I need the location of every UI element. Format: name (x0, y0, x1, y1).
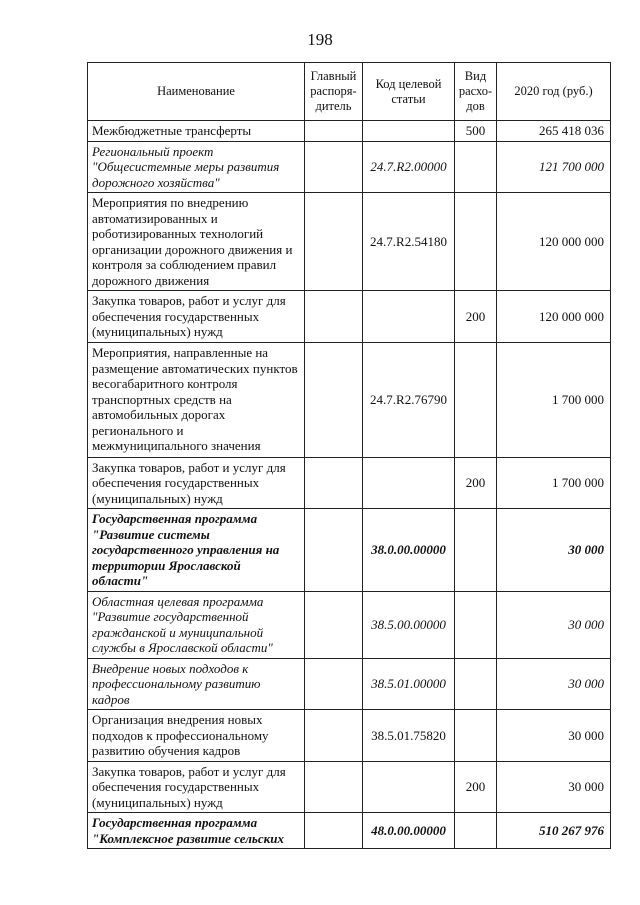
table-row (88, 710, 611, 762)
cell-type: 200 (455, 761, 497, 813)
cell-amount: 30 000 (497, 658, 611, 710)
cell-amount: 1 700 000 (497, 457, 611, 509)
cell-admin (305, 509, 363, 592)
cell-amount: 120 000 000 (497, 291, 611, 343)
cell-code (363, 291, 455, 343)
header-type: Вид расхо-дов (455, 63, 497, 121)
header-amount: 2020 год (руб.) (497, 63, 611, 121)
table-row (88, 457, 611, 509)
cell-type (455, 813, 497, 849)
cell-type (455, 141, 497, 193)
table-header-row (88, 63, 611, 121)
cell-type (455, 342, 497, 457)
cell-code: 38.5.00.00000 (363, 591, 455, 658)
cell-code: 48.0.00.00000 (363, 813, 455, 849)
cell-name: Региональный проект "Общесистемные меры развития дорожного хозяйства" (88, 141, 305, 193)
cell-name: Мероприятия по внедрению автоматизированных и роботизированных технологий организации дорожного движения и контроля за соблюдением правил дорожного движения (88, 193, 305, 291)
cell-amount: 30 000 (497, 591, 611, 658)
table-row (88, 591, 611, 658)
table-row (88, 121, 611, 142)
cell-admin (305, 710, 363, 762)
cell-type: 500 (455, 121, 497, 142)
cell-name: Закупка товаров, работ и услуг для обеспечения государственных (муниципальных) нужд (88, 761, 305, 813)
cell-type: 200 (455, 457, 497, 509)
cell-amount: 510 267 976 (497, 813, 611, 849)
cell-amount: 30 000 (497, 509, 611, 592)
table-row (88, 761, 611, 813)
cell-admin (305, 342, 363, 457)
cell-amount: 30 000 (497, 710, 611, 762)
cell-name: Организация внедрения новых подходов к профессиональному развитию обучения кадров (88, 710, 305, 762)
cell-type (455, 591, 497, 658)
cell-name: Закупка товаров, работ и услуг для обеспечения государственных (муниципальных) нужд (88, 291, 305, 343)
table-row (88, 291, 611, 343)
table-row (88, 141, 611, 193)
cell-admin (305, 141, 363, 193)
cell-code: 38.5.01.00000 (363, 658, 455, 710)
budget-table (87, 62, 611, 849)
cell-type (455, 509, 497, 592)
table-row (88, 193, 611, 291)
cell-code: 38.0.00.00000 (363, 509, 455, 592)
cell-admin (305, 658, 363, 710)
cell-amount: 265 418 036 (497, 121, 611, 142)
cell-code: 24.7.R2.54180 (363, 193, 455, 291)
cell-name: Внедрение новых подходов к профессиональному развитию кадров (88, 658, 305, 710)
cell-name: Государственная программа "Развитие системы государственного управления на территории Ярославской области" (88, 509, 305, 592)
cell-name: Мероприятия, направленные на размещение автоматических пунктов весогабаритного контроля транспортных средств на автомобильных дорогах регионального и межмуниципального значения (88, 342, 305, 457)
cell-code (363, 761, 455, 813)
cell-amount: 30 000 (497, 761, 611, 813)
cell-name: Межбюджетные трансферты (88, 121, 305, 142)
header-name: Наименование (88, 63, 305, 121)
cell-code (363, 457, 455, 509)
cell-code (363, 121, 455, 142)
cell-code: 38.5.01.75820 (363, 710, 455, 762)
header-admin: Главный распоря-дитель (305, 63, 363, 121)
table-row (88, 658, 611, 710)
cell-admin (305, 761, 363, 813)
cell-name: Закупка товаров, работ и услуг для обеспечения государственных (муниципальных) нужд (88, 457, 305, 509)
cell-name: Государственная программа "Комплексное развитие сельских (88, 813, 305, 849)
cell-type (455, 710, 497, 762)
cell-admin (305, 291, 363, 343)
cell-type (455, 193, 497, 291)
cell-admin (305, 457, 363, 509)
cell-code: 24.7.R2.76790 (363, 342, 455, 457)
cell-name: Областная целевая программа "Развитие государственной гражданской и муниципальной службы в Ярославской области" (88, 591, 305, 658)
table-row (88, 509, 611, 592)
cell-admin (305, 193, 363, 291)
table-row (88, 813, 611, 849)
cell-amount: 121 700 000 (497, 141, 611, 193)
table-body (88, 121, 611, 849)
cell-admin (305, 813, 363, 849)
table-row (88, 342, 611, 457)
header-code: Код целевой статьи (363, 63, 455, 121)
cell-amount: 1 700 000 (497, 342, 611, 457)
cell-admin (305, 121, 363, 142)
cell-code: 24.7.R2.00000 (363, 141, 455, 193)
cell-amount: 120 000 000 (497, 193, 611, 291)
cell-type: 200 (455, 291, 497, 343)
page-number: 198 (307, 30, 333, 49)
cell-type (455, 658, 497, 710)
cell-admin (305, 591, 363, 658)
